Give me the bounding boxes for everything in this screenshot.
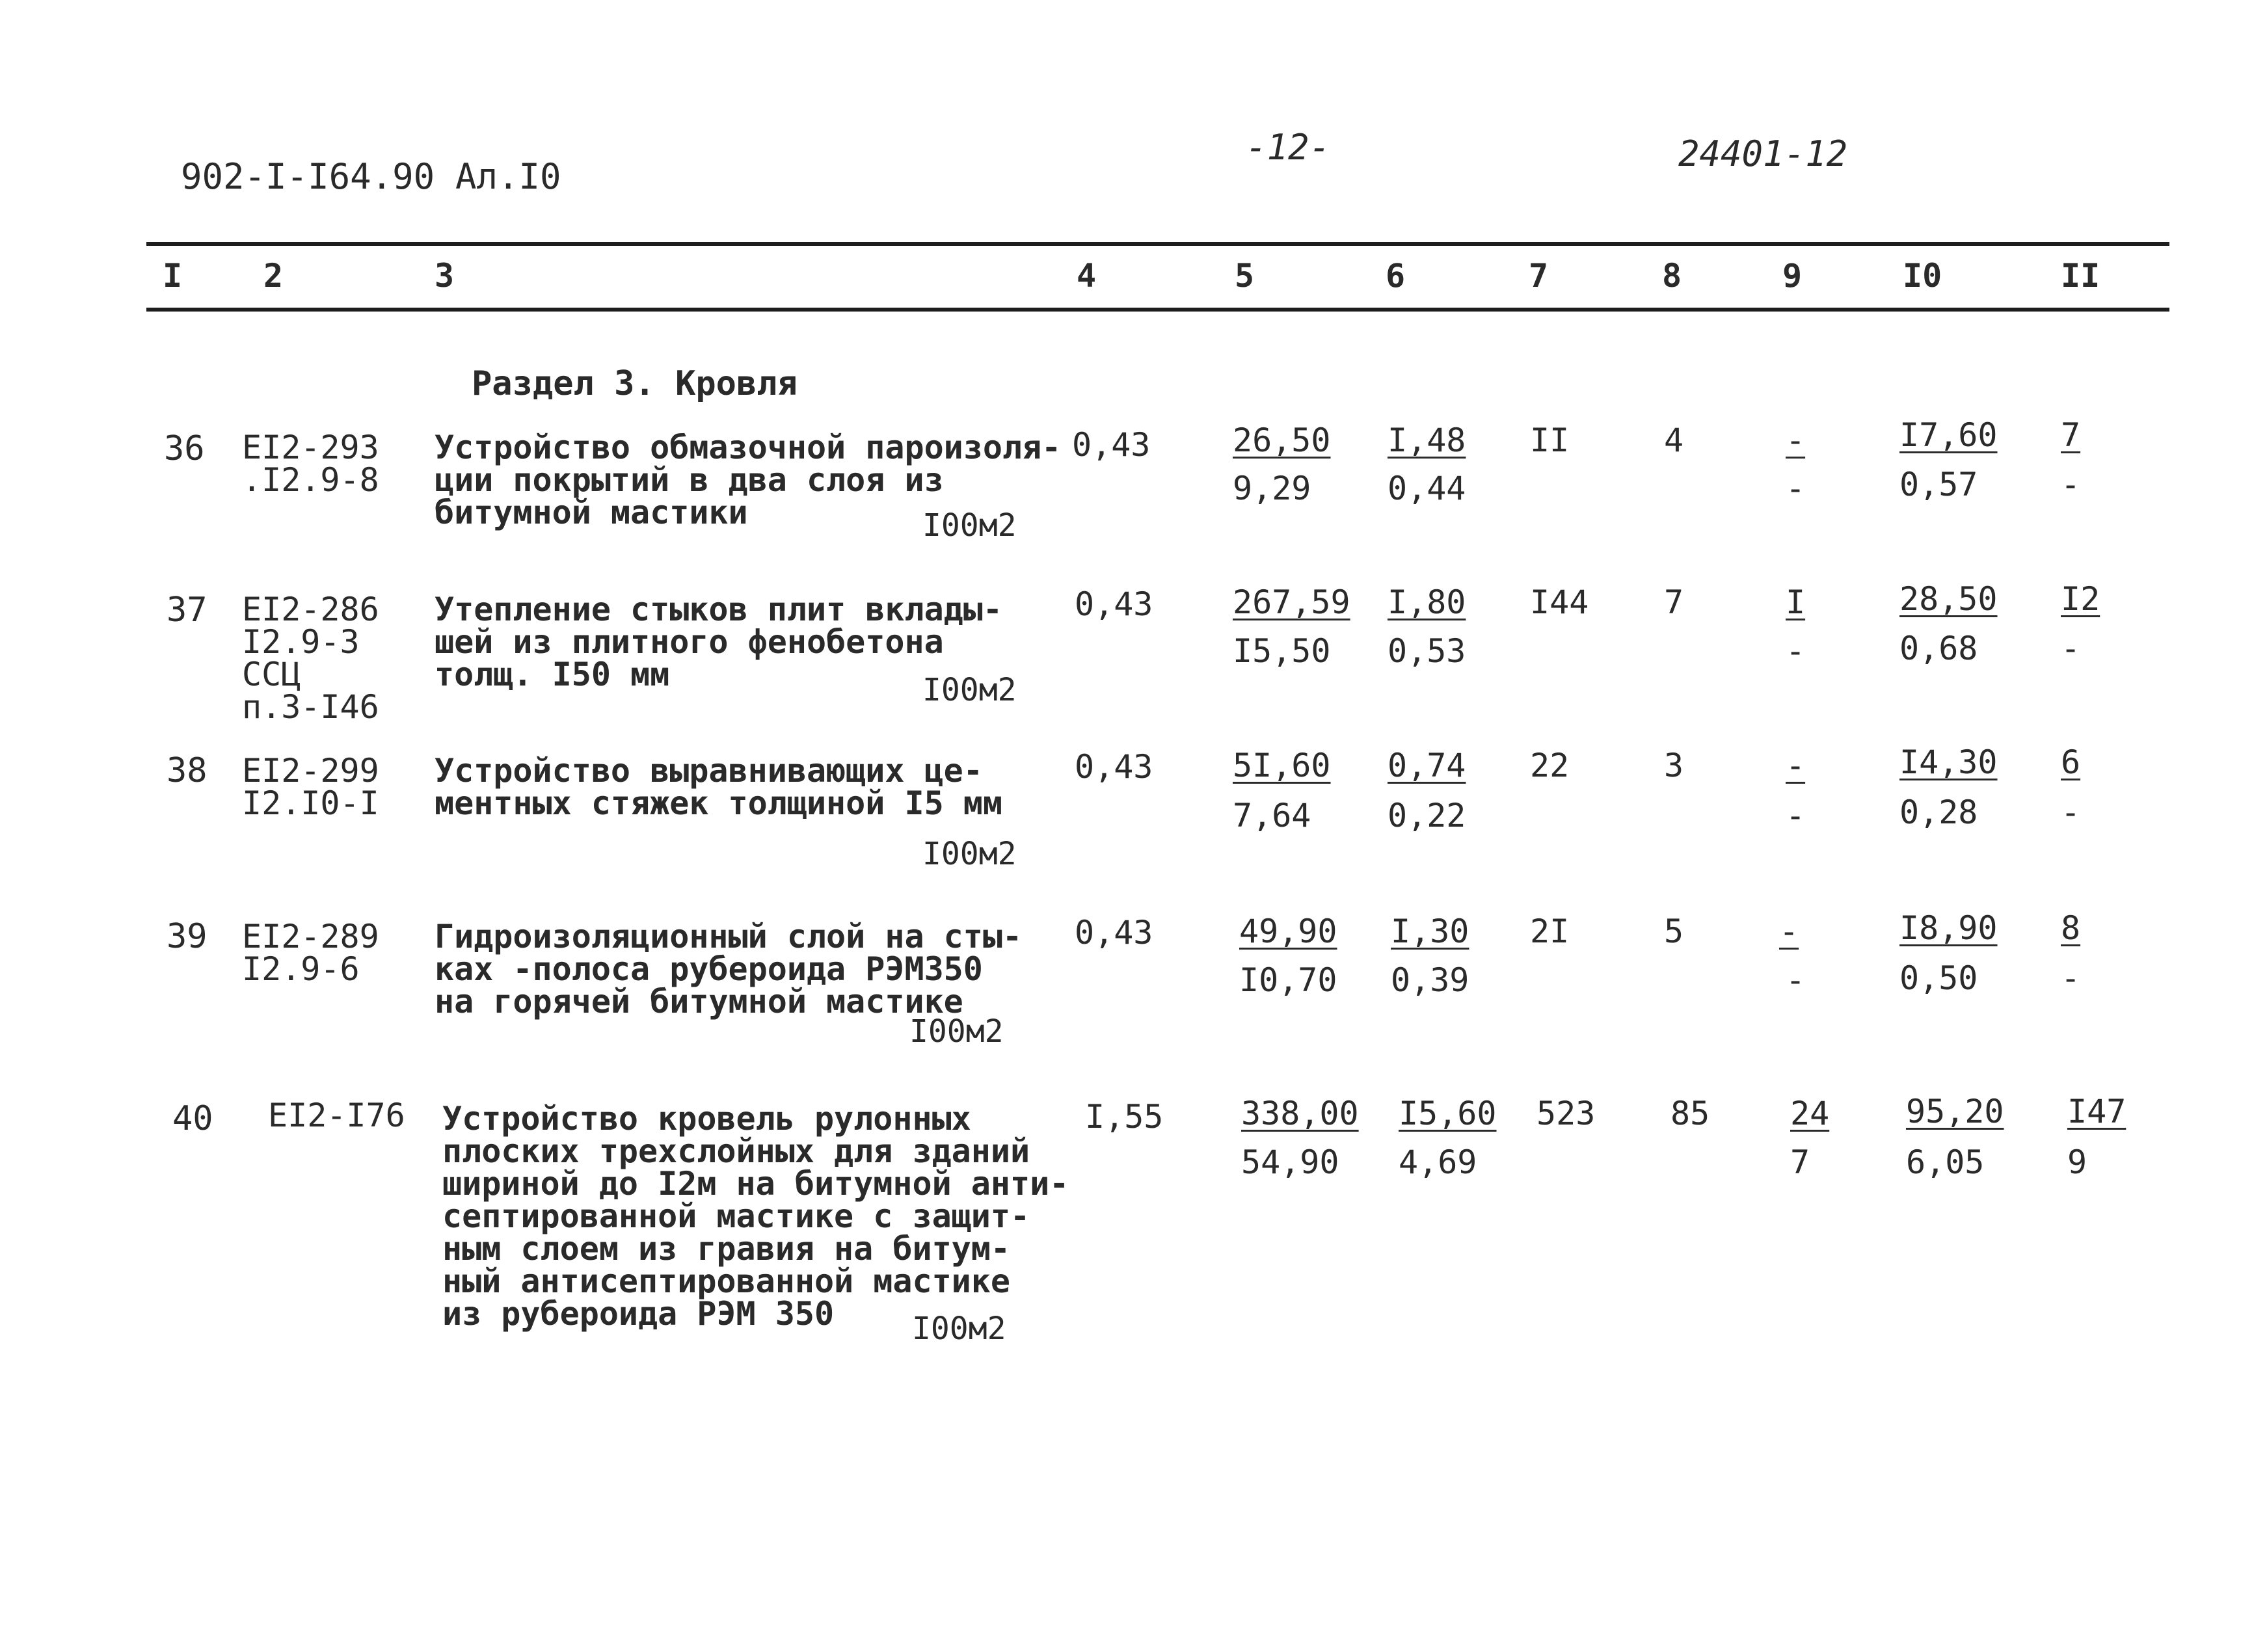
norm-code: ССЦ — [242, 656, 301, 693]
col8-value: 85 — [1670, 1095, 1710, 1132]
col6-top: 0,74 — [1388, 747, 1466, 784]
col10-top: I8,90 — [1899, 909, 1998, 947]
col7-value: I44 — [1530, 583, 1589, 621]
col7-value: 523 — [1536, 1095, 1596, 1132]
col9-top: - — [1786, 421, 1806, 459]
description-line: ный антисептированной мастике — [442, 1262, 1010, 1300]
description-line: ции покрытий в два слоя из — [435, 461, 944, 499]
sheet-number: 24401-12 — [1678, 133, 1848, 174]
column-number: 6 — [1386, 257, 1406, 295]
unit-label: I00м2 — [922, 507, 1017, 544]
description-line: шириной до I2м на битумной анти- — [442, 1165, 1069, 1203]
description-line: Утепление стыков плит вклады- — [435, 591, 1002, 628]
col6-bottom: 0,44 — [1388, 470, 1466, 507]
col5-top: 26,50 — [1233, 421, 1331, 459]
col5-bottom: 9,29 — [1233, 470, 1311, 507]
section-title: Раздел 3. Кровля — [472, 364, 798, 403]
norm-code: .I2.9-8 — [242, 461, 379, 499]
row-number: 39 — [167, 917, 208, 956]
norm-code: EI2-I76 — [268, 1097, 405, 1134]
col11-top: I47 — [2067, 1093, 2126, 1130]
description-line: толщ. I50 мм — [435, 656, 670, 693]
col10-top: I4,30 — [1899, 743, 1998, 781]
table-top-rule — [146, 242, 2169, 246]
col7-value: II — [1530, 421, 1570, 459]
table-header-rule — [146, 308, 2169, 312]
column-number: 2 — [263, 257, 284, 295]
column-number: 8 — [1662, 257, 1682, 295]
description-line: ным слоем из гравия на битум- — [442, 1230, 1010, 1268]
column-number: II — [2061, 257, 2100, 295]
column-number: 7 — [1529, 257, 1549, 295]
col9-top: - — [1786, 747, 1806, 784]
col11-bottom: - — [2061, 793, 2081, 831]
col11-bottom: - — [2061, 630, 2081, 667]
norm-code: п.3-I46 — [242, 688, 379, 726]
col10-top: I7,60 — [1899, 416, 1998, 454]
col11-top: 8 — [2061, 909, 2081, 947]
quantity: 0,43 — [1075, 585, 1153, 623]
col5-top: 49,90 — [1239, 913, 1337, 950]
row-number: 37 — [167, 591, 208, 630]
col5-bottom: 54,90 — [1241, 1143, 1339, 1181]
col9-bottom: - — [1786, 797, 1806, 834]
col5-bottom: 7,64 — [1233, 797, 1311, 834]
page-number: -12- — [1246, 127, 1331, 168]
column-number: 3 — [435, 257, 455, 295]
norm-code: I2.9-6 — [242, 950, 360, 988]
col6-bottom: 0,53 — [1388, 632, 1466, 670]
col5-bottom: I0,70 — [1239, 961, 1337, 999]
col5-top: 267,59 — [1233, 583, 1350, 621]
col8-value: 5 — [1664, 913, 1684, 950]
description-line: Устройство кровель рулонных — [442, 1100, 971, 1138]
col6-top: I,30 — [1391, 913, 1469, 950]
col6-top: I,80 — [1388, 583, 1466, 621]
col5-top: 338,00 — [1241, 1095, 1359, 1132]
description-line: на горячей битумной мастике — [435, 983, 963, 1020]
description-line: септированной мастике с защит- — [442, 1197, 1030, 1235]
col8-value: 3 — [1664, 747, 1684, 784]
col9-bottom: - — [1786, 632, 1806, 670]
col9-bottom: - — [1786, 961, 1806, 999]
album-number: Ал.I0 — [455, 156, 561, 197]
col9-bottom: - — [1786, 470, 1806, 507]
col7-value: 22 — [1530, 747, 1570, 784]
col10-top: 28,50 — [1899, 580, 1998, 618]
quantity: I,55 — [1085, 1098, 1164, 1136]
col11-top: 6 — [2061, 743, 2081, 781]
col11-bottom: - — [2061, 959, 2081, 997]
column-number: 5 — [1235, 257, 1255, 295]
unit-label: I00м2 — [922, 836, 1017, 872]
col10-bottom: 0,50 — [1899, 959, 1978, 997]
quantity: 0,43 — [1075, 914, 1153, 952]
column-number: I — [163, 257, 183, 295]
column-number: 9 — [1782, 257, 1803, 295]
description-line: Гидроизоляционный слой на сты- — [435, 918, 1023, 955]
col10-top: 95,20 — [1906, 1093, 2004, 1130]
col10-bottom: 0,28 — [1899, 793, 1978, 831]
norm-code: EI2-286 — [242, 591, 379, 628]
description-line: плоских трехслойных для зданий — [442, 1132, 1030, 1170]
description-line: из рубероида РЭМ 350 — [442, 1295, 835, 1333]
column-number: 4 — [1077, 257, 1097, 295]
column-number: I0 — [1903, 257, 1942, 295]
col9-top: - — [1779, 913, 1799, 950]
description-line: шей из плитного фенобетона — [435, 623, 944, 661]
description-line: Устройство обмазочной пароизоля- — [435, 429, 1062, 466]
col8-value: 4 — [1664, 421, 1684, 459]
description-line: ментных стяжек толщиной I5 мм — [435, 784, 1002, 822]
norm-code: EI2-293 — [242, 429, 379, 466]
col10-bottom: 6,05 — [1906, 1143, 1985, 1181]
col6-top: I,48 — [1388, 421, 1466, 459]
col9-top: 24 — [1790, 1095, 1830, 1132]
norm-code: I2.9-3 — [242, 623, 360, 661]
col11-top: 7 — [2061, 416, 2081, 454]
col9-top: I — [1786, 583, 1806, 621]
quantity: 0,43 — [1072, 426, 1151, 464]
row-number: 38 — [167, 751, 208, 790]
row-number: 40 — [172, 1099, 213, 1138]
norm-code: EI2-289 — [242, 918, 379, 955]
col10-bottom: 0,68 — [1899, 630, 1978, 667]
unit-label: I00м2 — [912, 1311, 1006, 1347]
unit-label: I00м2 — [909, 1013, 1004, 1050]
col6-top: I5,60 — [1399, 1095, 1497, 1132]
col5-bottom: I5,50 — [1233, 632, 1331, 670]
norm-code: I2.I0-I — [242, 784, 379, 822]
description-line: битумной мастики — [435, 494, 748, 531]
document-code: 902-I-I64.90 — [181, 156, 435, 197]
col6-bottom: 0,22 — [1388, 797, 1466, 834]
description-line: ках -полоса рубероида РЭМ350 — [435, 950, 983, 988]
col6-bottom: 4,69 — [1399, 1143, 1477, 1181]
col9-bottom: 7 — [1790, 1143, 1810, 1181]
col11-bottom: 9 — [2067, 1143, 2087, 1181]
col8-value: 7 — [1664, 583, 1684, 621]
col7-value: 2I — [1530, 913, 1570, 950]
col10-bottom: 0,57 — [1899, 466, 1978, 503]
col5-top: 5I,60 — [1233, 747, 1331, 784]
col11-bottom: - — [2061, 466, 2081, 503]
norm-code: EI2-299 — [242, 752, 379, 790]
col11-top: I2 — [2061, 580, 2100, 618]
col6-bottom: 0,39 — [1391, 961, 1469, 999]
unit-label: I00м2 — [922, 672, 1017, 708]
description-line: Устройство выравнивающих це- — [435, 752, 983, 790]
quantity: 0,43 — [1075, 748, 1153, 786]
row-number: 36 — [164, 429, 205, 468]
